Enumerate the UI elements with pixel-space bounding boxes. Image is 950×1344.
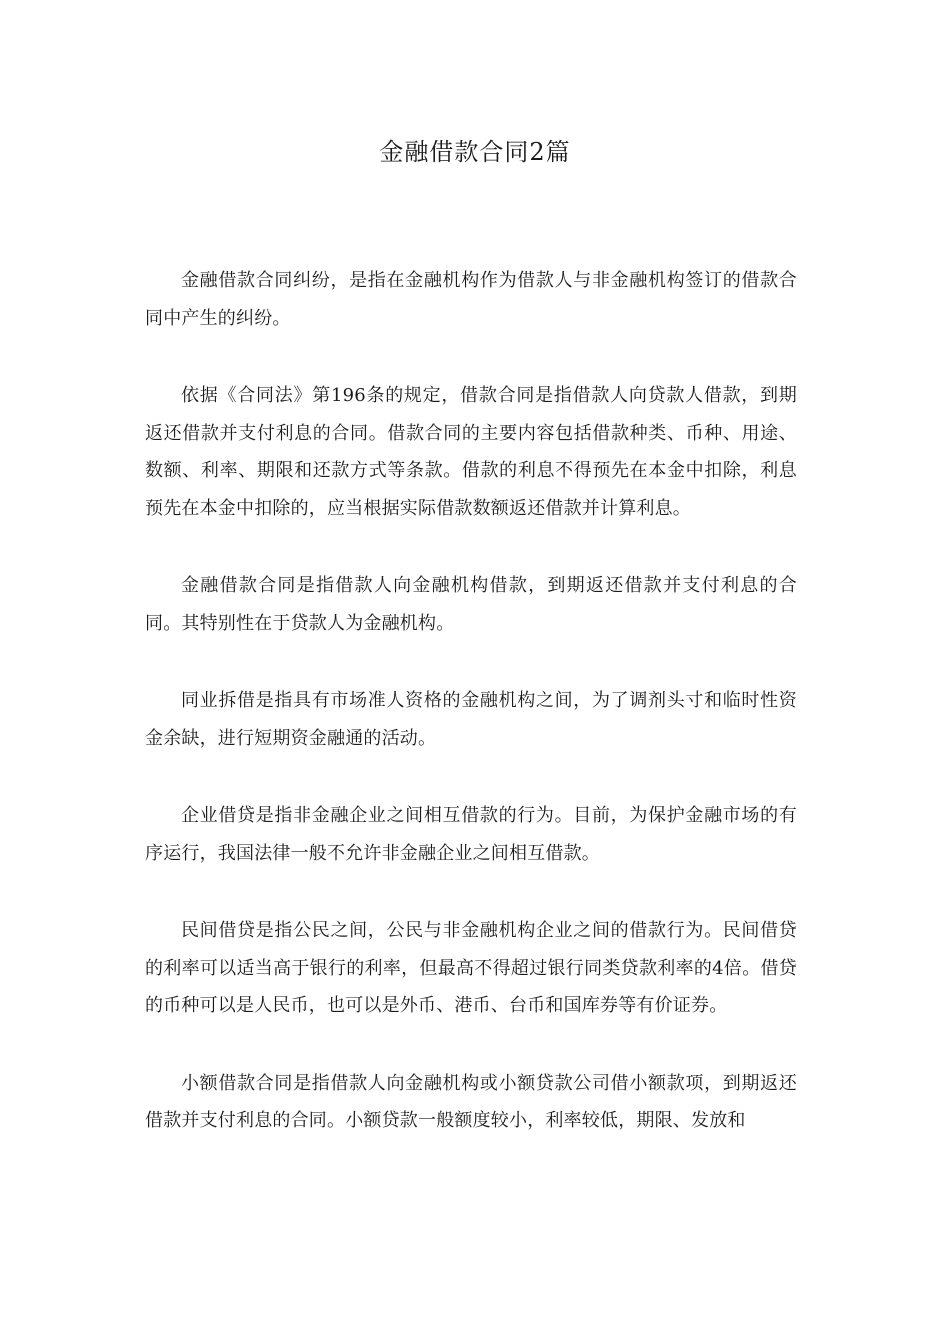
paragraph-1: 金融借款合同纠纷，是指在金融机构作为借款人与非金融机构签订的借款合同中产生的纠纷。 xyxy=(145,270,797,329)
paragraph-7: 小额借款合同是指借款人向金融机构或小额贷款公司借小额款项，到期返还借款并支付利息的合同。小额贷款一般额度较小，利率较低，期限、发放和 xyxy=(145,1072,797,1131)
paragraph-4: 同业拆借是指具有市场准人资格的金融机构之间，为了调剂头寸和临时性资金余缺，进行短期资金融通的活动。 xyxy=(145,690,797,749)
paragraph-6: 民间借贷是指公民之间，公民与非金融机构企业之间的借款行为。民间借贷的利率可以适当高于银行的利率，但最高不得超过银行同类贷款利率的4倍。借贷的币种可以是人民币，也可以是外币、港币、台币和国库券等有价证券。 xyxy=(145,920,797,1016)
document-body xyxy=(145,262,797,1180)
paragraph-5: 企业借贷是指非金融企业之间相互借款的行为。目前，为保护金融市场的有序运行，我国法律一般不允许非金融企业之间相互借款。 xyxy=(145,805,797,864)
paragraph-3: 金融借款合同是指借款人向金融机构借款，到期返还借款并支付利息的合同。其特别性在于贷款人为金融机构。 xyxy=(145,575,797,634)
document-title: 金融借款合同2篇 xyxy=(379,138,571,166)
paragraph-2: 依据《合同法》第196条的规定，借款合同是指借款人向贷款人借款，到期返还借款并支付利息的合同。借款合同的主要内容包括借款种类、币种、用途、数额、利率、期限和还款方式等条款。借款的利息不得预先在本金中扣除，利息预先在本金中扣除的，应当根据实际借款数额返还借款并计算利息。 xyxy=(145,385,797,519)
